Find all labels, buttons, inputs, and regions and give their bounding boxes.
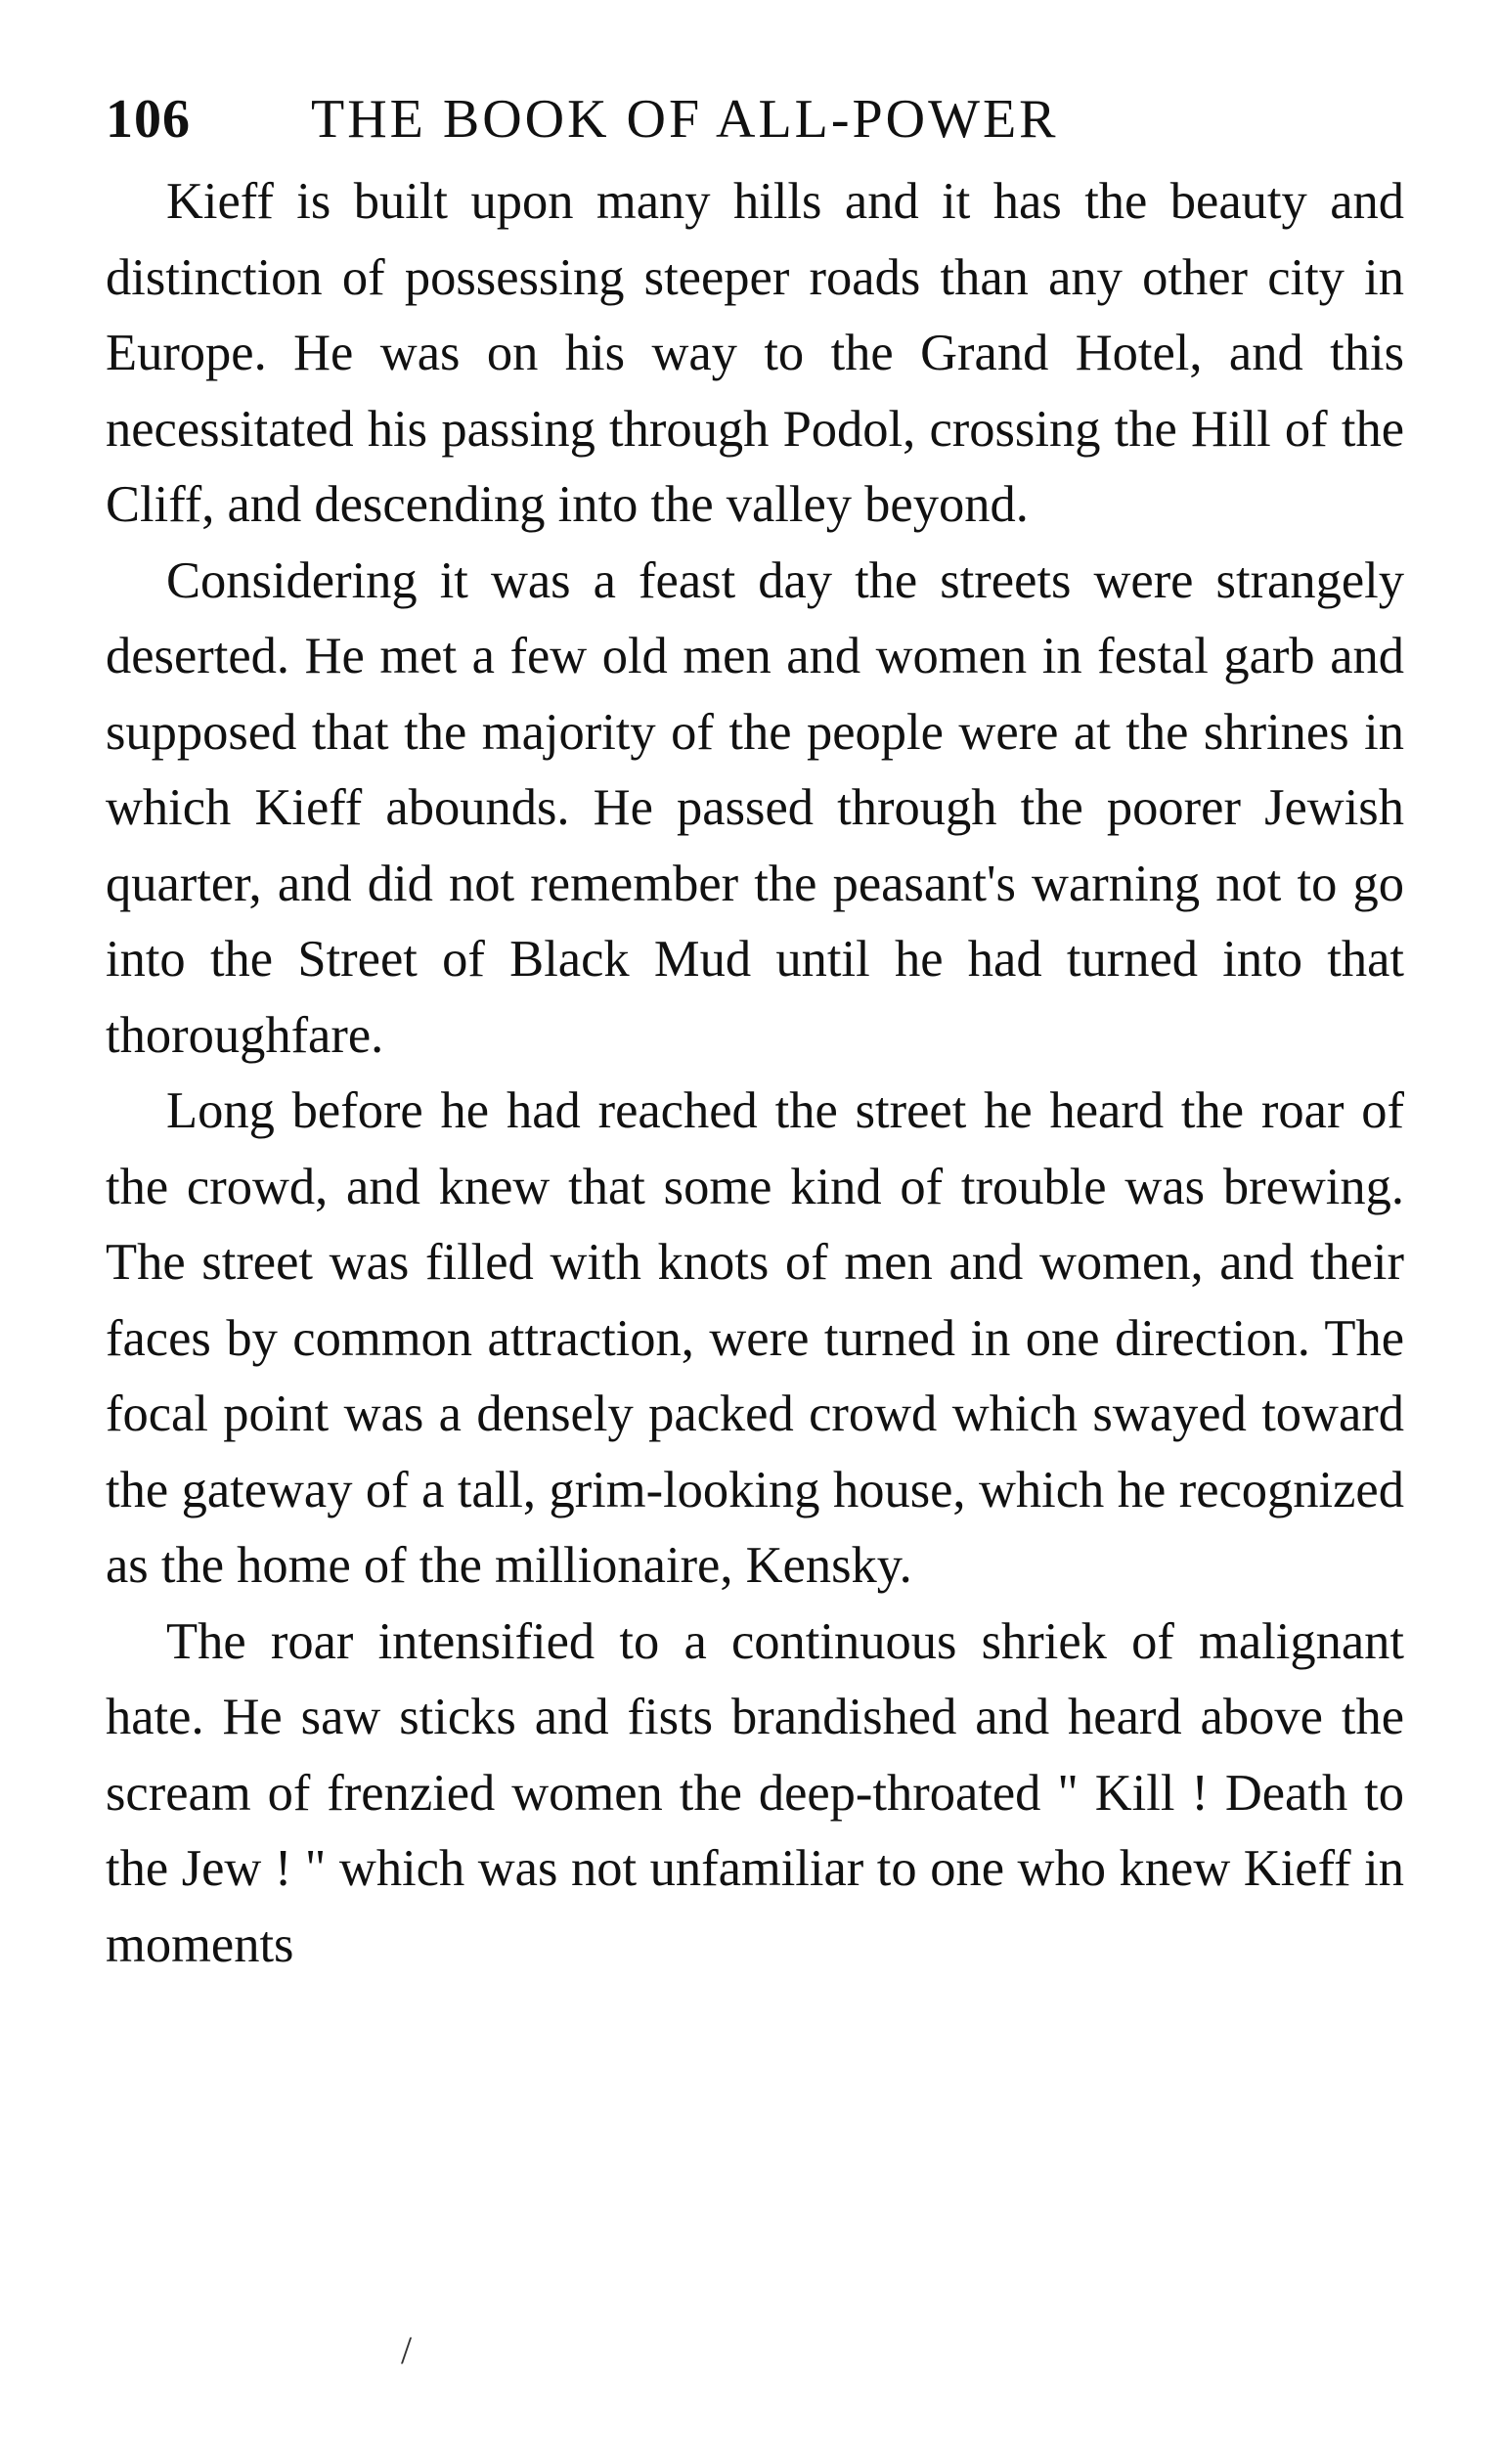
book-page — [106, 88, 1404, 1983]
footer-mark: / — [401, 2328, 413, 2372]
page-number: 106 — [106, 89, 191, 150]
body-text — [106, 164, 1404, 1983]
page-header — [106, 88, 1404, 164]
paragraph-1: Kieff is built upon many hills and it has the beauty and distinction of possessing steeper roads than any other city in Europe. He was on his way to the Grand Hotel, and this necessitated his passing through Podol, crossing the Hill of the Cliff, and descending into the valley beyond. — [106, 173, 1404, 533]
paragraph-2: Considering it was a feast day the streets were strangely deserted. He met a few old men and women in festal garb and supposed that the majority of the people were at the shrines in which Kieff abounds. He passed through the poorer Jewish quarter, and did not remember the peasant's warning not to go into the Street of Black Mud until he had turned into that thoroughfare. — [106, 551, 1404, 1064]
paragraph-4: The roar intensified to a continuous shriek of malignant hate. He saw sticks and fists brandished and heard above the scream of frenzied women the deep-throated " Kill ! Death to the Jew ! " which was not unfamiliar to one who knew Kieff in moments — [106, 1612, 1404, 1973]
paragraph-3: Long before he had reached the street he heard the roar of the crowd, and knew that some kind of trouble was brewing. The street was filled with knots of men and women, and their faces by common attraction, were turned in one direction. The focal point was a densely packed crowd which swayed toward the gateway of a tall, grim-looking house, which he recognized as the home of the millionaire, Kensky. — [106, 1082, 1404, 1594]
running-title: THE BOOK OF ALL-POWER — [311, 89, 1059, 150]
